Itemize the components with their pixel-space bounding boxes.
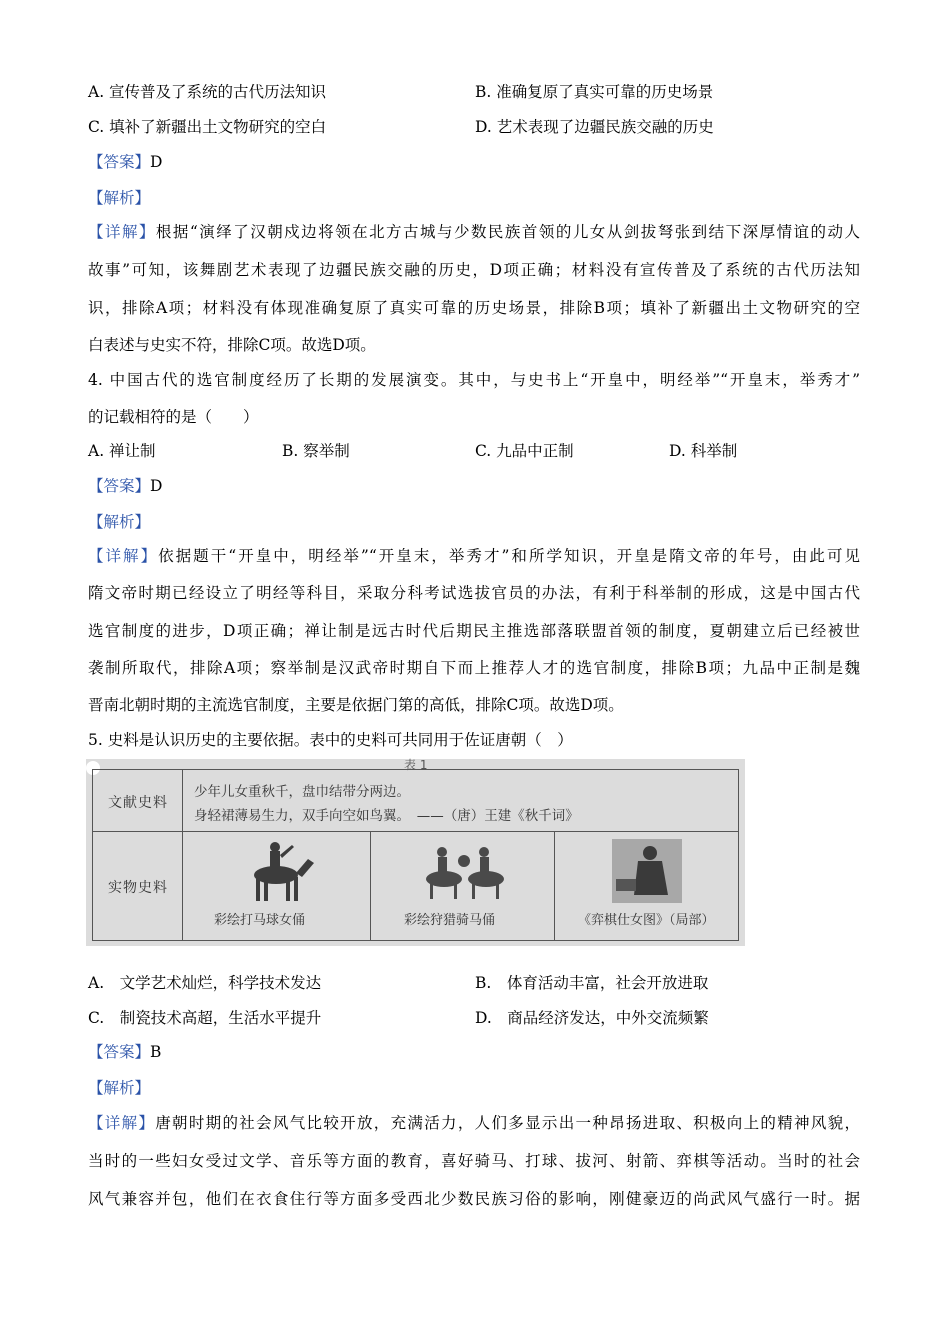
q3-answer bbox=[88, 152, 162, 172]
q4-stem-line-1: 4. 中国古代的选官制度经历了长期的发展演变。其中，与史书上“开皇中，明经举”“开皇末，举秀才” bbox=[88, 371, 860, 389]
q5-detail-line-2: 当时的一些妇女受过文学、音乐等方面的教育，喜好骑马、打球、拔河、射箭、弈棋等活动。当时的社会 bbox=[88, 1152, 860, 1170]
q3-detail-line-2: 故事”可知，该舞剧艺术表现了边疆民族交融的历史，D项正确；材料没有宣传普及了系统的古代历法知 bbox=[88, 261, 860, 279]
table-row-divider bbox=[92, 831, 739, 832]
poem-line-1: 少年儿女重秋千，盘巾结带分两边。 bbox=[194, 784, 410, 800]
q4-option-b: B. 察举制 bbox=[282, 442, 350, 460]
q4-detail-line-3: 选官制度的进步，D项正确；禅让制是远古时代后期民主推选部落联盟首领的制度，夏朝建立后已经被世 bbox=[88, 622, 860, 640]
row-label-artifact: 实物史料 bbox=[108, 880, 168, 896]
caption-polo-figurine: 彩绘打马球女俑 bbox=[214, 913, 306, 928]
q3-option-b: B. 准确复原了真实可靠的历史场景 bbox=[475, 83, 714, 101]
answer-value: B bbox=[150, 1043, 162, 1061]
detail-tag: 【详解】 bbox=[88, 1114, 156, 1132]
polo-figurine-illustration bbox=[236, 837, 326, 905]
table-column-divider bbox=[182, 769, 183, 941]
answer-tag: 【答案】 bbox=[88, 1043, 151, 1061]
q4-detail-line-4: 袭制所取代，排除A项；察举制是汉武帝时期自下而上推荐人才的选官制度，排除B项；九品中正制是魏 bbox=[88, 659, 860, 677]
detail-tag: 【详解】 bbox=[88, 223, 156, 241]
hunting-figurine-illustration bbox=[416, 837, 516, 905]
q3-option-a: A. 宣传普及了系统的古代历法知识 bbox=[88, 83, 327, 101]
q3-detail-line-1 bbox=[88, 222, 860, 242]
poem-line-2: 身轻裙薄易生力，双手向空如鸟翼。 ——（唐）王建《秋千词》 bbox=[194, 808, 579, 824]
detail-text: 唐朝时期的社会风气比较开放，充满活力，人们多显示出一种昂扬进取、积极向上的精神风貌， bbox=[155, 1114, 860, 1132]
table-column-divider-3 bbox=[554, 831, 555, 941]
q5-analysis-tag: 【解析】 bbox=[88, 1079, 151, 1097]
detail-text: 依据题干“开皇中，明经举”“开皇末，举秀才”和所学知识，开皇是隋文帝的年号，由此可见 bbox=[158, 547, 860, 565]
q4-option-d: D. 科举制 bbox=[669, 442, 738, 460]
answer-value: D bbox=[150, 153, 163, 171]
q5-detail-line-3: 风气兼容并包，他们在衣食住行等方面多受西北少数民族习俗的影响，刚健豪迈的尚武风气盛行一时。据 bbox=[88, 1190, 860, 1208]
caption-weiqi-painting: 《弈棋仕女图》（局部） bbox=[578, 913, 715, 928]
q5-option-c: C. 制瓷技术高超，生活水平提升 bbox=[88, 1009, 322, 1027]
q5-stem: 5. 史料是认识历史的主要依据。表中的史料可共同用于佐证唐朝（ ） bbox=[88, 731, 573, 749]
caption-hunting-figurine: 彩绘狩猎骑马俑 bbox=[404, 913, 496, 928]
q5-answer bbox=[88, 1042, 161, 1062]
q5-detail-line-1 bbox=[88, 1113, 860, 1133]
detail-text: 根据“演绎了汉朝戍边将领在北方古城与少数民族首领的儿女从剑拔弩张到结下深厚情谊的动人 bbox=[155, 223, 860, 241]
q4-detail-line-2: 隋文帝时期已经设立了明经等科目，采取分科考试选拔官员的办法，有利于科举制的形成，这是中国古代 bbox=[88, 584, 860, 602]
q3-analysis-tag: 【解析】 bbox=[88, 189, 151, 207]
q3-option-d: D. 艺术表现了边疆民族交融的历史 bbox=[475, 118, 714, 136]
answer-value: D bbox=[150, 477, 163, 495]
answer-tag: 【答案】 bbox=[88, 477, 151, 495]
weiqi-painting-illustration bbox=[612, 839, 682, 903]
q5-option-a: A. 文学艺术灿烂，科学技术发达 bbox=[88, 974, 322, 992]
table-column-divider-2 bbox=[370, 831, 371, 941]
detail-tag: 【详解】 bbox=[88, 547, 159, 565]
q3-detail-line-4: 白表述与史实不符，排除C项。故选D项。 bbox=[88, 336, 376, 354]
q4-answer bbox=[88, 476, 162, 496]
q4-option-c: C. 九品中正制 bbox=[475, 442, 574, 460]
q4-detail-line-5: 晋南北朝时期的主流选官制度，主要是依据门第的高低，排除C项。故选D项。 bbox=[88, 696, 624, 714]
q3-option-c: C. 填补了新疆出土文物研究的空白 bbox=[88, 118, 327, 136]
row-label-literature: 文献史料 bbox=[108, 795, 168, 811]
q3-detail-line-3: 识，排除A项；材料没有体现准确复原了真实可靠的历史场景，排除B项；填补了新疆出土文物研究的空 bbox=[88, 299, 860, 317]
q4-detail-line-1 bbox=[88, 546, 860, 566]
q5-option-d: D. 商品经济发达，中外交流频繁 bbox=[475, 1009, 709, 1027]
q5-source-table-image bbox=[86, 759, 745, 946]
q4-stem-line-2: 的记载相符的是（ ） bbox=[88, 408, 259, 426]
q4-option-a: A. 禅让制 bbox=[88, 442, 156, 460]
q4-analysis-tag: 【解析】 bbox=[88, 513, 151, 531]
q5-option-b: B. 体育活动丰富，社会开放进取 bbox=[475, 974, 709, 992]
answer-tag: 【答案】 bbox=[88, 153, 151, 171]
table-number: 表 1 bbox=[404, 758, 428, 772]
